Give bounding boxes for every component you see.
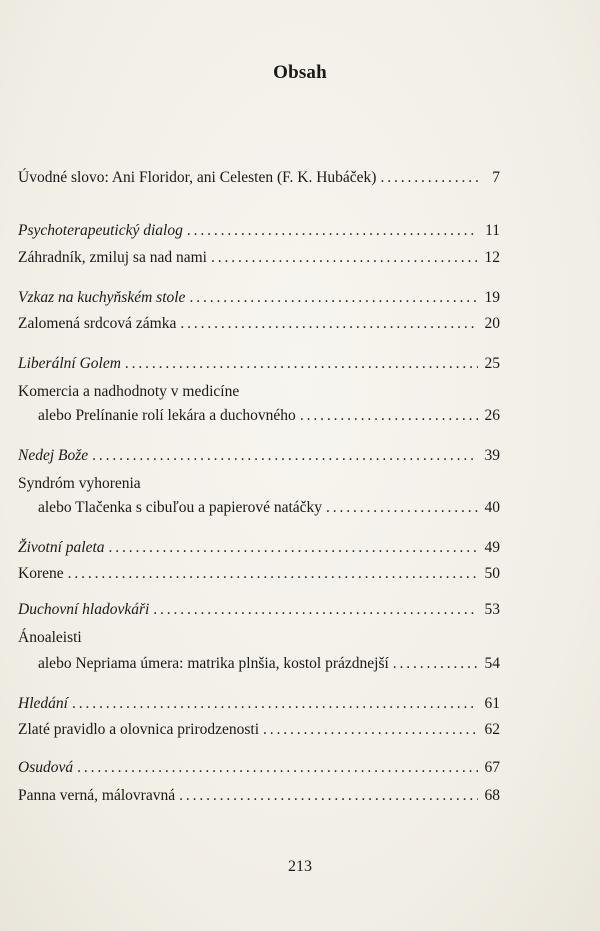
toc-entry-subtitle bbox=[18, 495, 500, 521]
toc-entry-title: alebo Nepriama úmera: matrika plnšia, kostol prázdnejší bbox=[38, 655, 389, 672]
toc-entry-title: Záhradník, zmiluj sa nad nami bbox=[18, 249, 207, 266]
toc-entry bbox=[18, 691, 500, 717]
toc-entry-page: 40 bbox=[484, 499, 500, 516]
toc-entry-title: Liberální Golem bbox=[18, 355, 121, 372]
toc-entry-page: 20 bbox=[484, 315, 500, 332]
toc-entry bbox=[18, 245, 500, 271]
toc-entry-page: 7 bbox=[492, 169, 500, 186]
toc-entry-page: 62 bbox=[484, 721, 500, 738]
dot-leader bbox=[189, 285, 478, 311]
toc-entry-title: Panna verná, málovravná bbox=[18, 787, 176, 804]
toc-entry-title: Osudová bbox=[18, 759, 74, 776]
toc-entry-page: 19 bbox=[484, 289, 500, 306]
toc-entry-page: 11 bbox=[485, 222, 500, 239]
toc-entry-subtitle bbox=[18, 403, 500, 429]
dot-leader bbox=[92, 443, 478, 469]
dot-leader bbox=[300, 403, 478, 429]
toc-entry bbox=[18, 351, 500, 377]
toc-entry bbox=[18, 218, 500, 244]
toc-entry bbox=[18, 717, 500, 743]
toc-entry bbox=[18, 471, 500, 497]
toc-entry bbox=[18, 165, 500, 191]
dot-leader bbox=[72, 691, 478, 717]
toc-entry-title: Ánoaleisti bbox=[18, 629, 82, 646]
toc-entry-title: alebo Prelínanie rolí lekára a duchovného bbox=[38, 407, 296, 424]
toc-entry-page: 50 bbox=[484, 565, 500, 582]
toc-entry-title: alebo Tlačenka s cibuľou a papierové natáčky bbox=[38, 499, 323, 516]
toc-entry-title: Korene bbox=[18, 565, 64, 582]
dot-leader bbox=[393, 651, 478, 677]
toc-entry bbox=[18, 783, 500, 809]
toc-entry-title: Psychoterapeutický dialog bbox=[18, 222, 183, 239]
dot-leader bbox=[153, 597, 478, 623]
dot-leader bbox=[380, 165, 478, 191]
toc-entry bbox=[18, 443, 500, 469]
toc-entry-title: Zalomená srdcová zámka bbox=[18, 315, 177, 332]
dot-leader bbox=[263, 717, 478, 743]
toc-entry bbox=[18, 285, 500, 311]
dot-leader bbox=[109, 535, 478, 561]
toc-entry bbox=[18, 597, 500, 623]
toc-entry-page: 67 bbox=[484, 759, 500, 776]
toc-entry-title: Duchovní hladovkáři bbox=[18, 601, 150, 618]
toc-entry-subtitle bbox=[18, 651, 500, 677]
toc-entry bbox=[18, 561, 500, 587]
toc-entry-title: Hledání bbox=[18, 695, 68, 712]
toc-entry-page: 54 bbox=[484, 655, 500, 672]
toc-entry-page: 49 bbox=[484, 539, 500, 556]
toc-entry-title: Životní paleta bbox=[18, 539, 105, 556]
toc-entry-title: Zlaté pravidlo a olovnica prirodzenosti bbox=[18, 721, 260, 738]
toc-entry bbox=[18, 755, 500, 781]
toc-entry bbox=[18, 311, 500, 337]
toc-entry-page: 25 bbox=[484, 355, 500, 372]
dot-leader bbox=[77, 755, 478, 781]
toc-entry-title: Úvodné slovo: Ani Floridor, ani Celesten (F. K. Hubáček) bbox=[18, 169, 377, 186]
dot-leader bbox=[179, 783, 478, 809]
toc-entry-title: Komercia a nadhodnoty v medicíne bbox=[18, 383, 240, 400]
dot-leader bbox=[211, 245, 478, 271]
dot-leader bbox=[125, 351, 478, 377]
toc-entry bbox=[18, 379, 500, 405]
contents-heading: Obsah bbox=[273, 62, 327, 83]
toc-entry-page: 53 bbox=[484, 601, 500, 618]
dot-leader bbox=[187, 218, 478, 244]
toc-entry-page: 26 bbox=[484, 407, 500, 424]
toc-entry-title: Syndróm vyhorenia bbox=[18, 475, 141, 492]
dot-leader bbox=[68, 561, 478, 587]
page-number: 213 bbox=[288, 858, 312, 875]
toc-entry-page: 39 bbox=[484, 447, 500, 464]
toc-entry-page: 12 bbox=[484, 249, 500, 266]
toc-entry bbox=[18, 625, 500, 651]
toc-entry bbox=[18, 535, 500, 561]
toc-entry-title: Vzkaz na kuchyňském stole bbox=[18, 289, 186, 306]
toc-entry-title: Nedej Bože bbox=[18, 447, 89, 464]
dot-leader bbox=[180, 311, 478, 337]
toc-entry-page: 61 bbox=[484, 695, 500, 712]
dot-leader bbox=[326, 495, 478, 521]
toc-entry-page: 68 bbox=[484, 787, 500, 804]
